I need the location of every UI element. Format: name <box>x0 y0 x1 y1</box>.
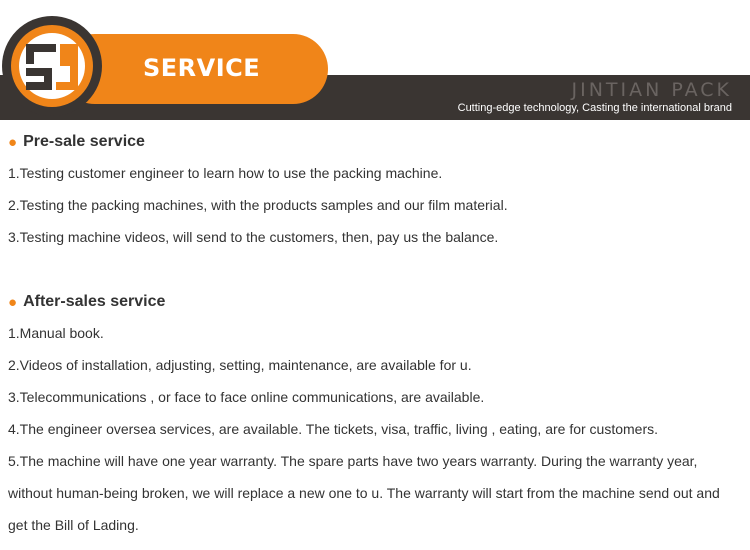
pre-sale-list <box>8 157 508 253</box>
service-banner <box>0 0 750 122</box>
after-sales-title: After-sales service <box>23 293 166 310</box>
after-sales-heading <box>8 293 165 311</box>
bullet-icon: ● <box>8 293 18 311</box>
logo-mark-icon <box>26 44 78 90</box>
list-item: 3.Telecommunications , or face to face online communications, are available. <box>8 389 485 405</box>
list-item: 3.Testing machine videos, will send to the customers, then, pay us the balance. <box>8 229 499 245</box>
list-item: 4.The engineer oversea services, are available. The tickets, visa, traffic, living , eating, are for customers. <box>8 421 659 437</box>
bullet-icon: ● <box>8 133 18 151</box>
list-item: 1.Manual book. <box>8 325 104 341</box>
after-sales-list <box>8 317 720 541</box>
list-item: without human-being broken, we will replace a new one to u. The warranty will start from the machine send out and <box>8 485 720 501</box>
list-item: 1.Testing customer engineer to learn how to use the packing machine. <box>8 165 443 181</box>
brand-tagline: Cutting-edge technology, Casting the international brand <box>457 102 732 114</box>
list-item: 2.Videos of installation, adjusting, setting, maintenance, are available for u. <box>8 357 472 373</box>
list-item: get the Bill of Lading. <box>8 517 139 533</box>
list-item: 5.The machine will have one year warranty. The spare parts have two years warranty. During the warranty year, <box>8 453 698 469</box>
list-item: 2.Testing the packing machines, with the products samples and our film material. <box>8 197 508 213</box>
pre-sale-title: Pre-sale service <box>23 133 145 150</box>
pre-sale-heading <box>8 133 145 151</box>
brand-name: JINTIAN PACK <box>571 79 732 101</box>
page-title: SERVICE <box>143 54 261 82</box>
